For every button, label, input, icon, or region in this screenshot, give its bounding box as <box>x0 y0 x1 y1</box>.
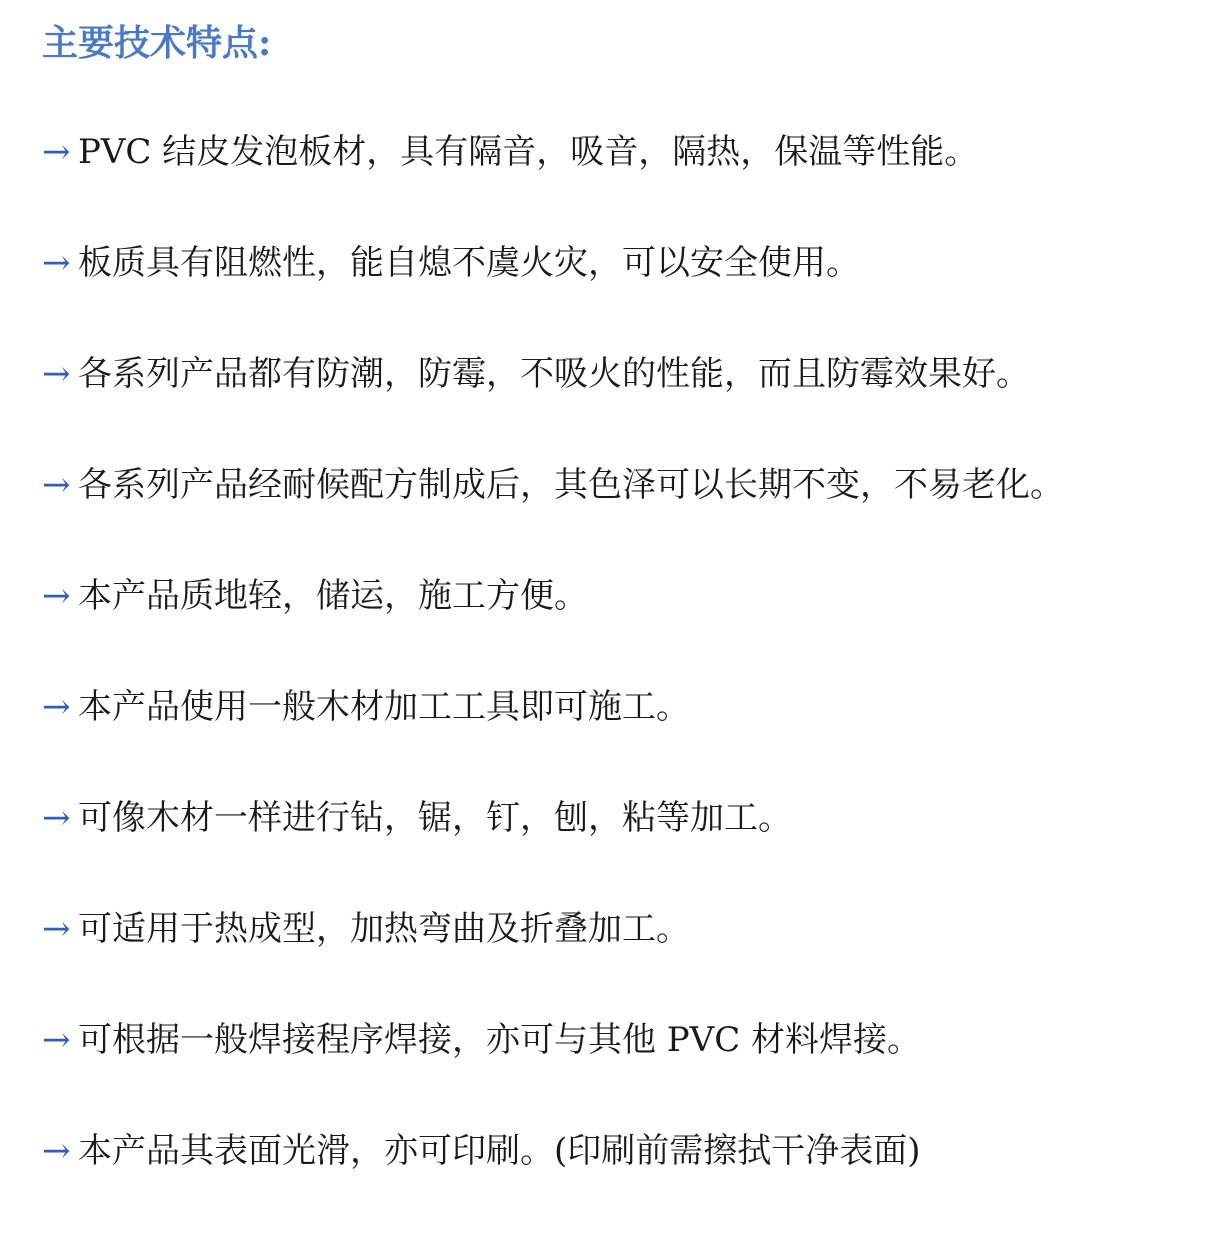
arrow-right-icon: → <box>42 465 71 505</box>
arrow-right-icon: → <box>42 354 71 394</box>
feature-text: 本产品质地轻，储运，施工方便。 <box>78 576 588 616</box>
feature-text: 可像木材一样进行钻，锯，钉，刨，粘等加工。 <box>78 798 792 838</box>
list-item <box>42 461 1064 572</box>
feature-text: 各系列产品经耐候配方制成后，其色泽可以长期不变，不易老化。 <box>78 465 1064 505</box>
arrow-right-icon: → <box>42 132 71 172</box>
list-item <box>42 683 1064 794</box>
feature-text: PVC 结皮发泡板材，具有隔音，吸音，隔热，保温等性能。 <box>78 132 979 172</box>
list-item <box>42 128 1064 239</box>
arrow-right-icon: → <box>42 798 71 838</box>
page-title: 主要技术特点: <box>42 22 272 64</box>
feature-text: 本产品其表面光滑，亦可印刷。(印刷前需擦拭干净表面) <box>78 1131 921 1171</box>
arrow-right-icon: → <box>42 687 71 727</box>
list-item <box>42 239 1064 350</box>
list-item <box>42 572 1064 683</box>
list-item <box>42 905 1064 1016</box>
list-item <box>42 794 1064 905</box>
feature-text: 各系列产品都有防潮，防霉，不吸火的性能，而且防霉效果好。 <box>78 354 1030 394</box>
arrow-right-icon: → <box>42 1131 71 1171</box>
arrow-right-icon: → <box>42 909 71 949</box>
feature-list <box>42 128 1064 1238</box>
arrow-right-icon: → <box>42 576 71 616</box>
list-item <box>42 1016 1064 1127</box>
arrow-right-icon: → <box>42 1020 71 1060</box>
list-item <box>42 350 1064 461</box>
feature-text: 本产品使用一般木材加工工具即可施工。 <box>78 687 690 727</box>
feature-text: 可根据一般焊接程序焊接，亦可与其他 PVC 材料焊接。 <box>78 1020 922 1060</box>
list-item <box>42 1127 1064 1238</box>
feature-text: 板质具有阻燃性，能自熄不虞火灾，可以安全使用。 <box>78 243 860 283</box>
arrow-right-icon: → <box>42 243 71 283</box>
feature-text: 可适用于热成型，加热弯曲及折叠加工。 <box>78 909 690 949</box>
